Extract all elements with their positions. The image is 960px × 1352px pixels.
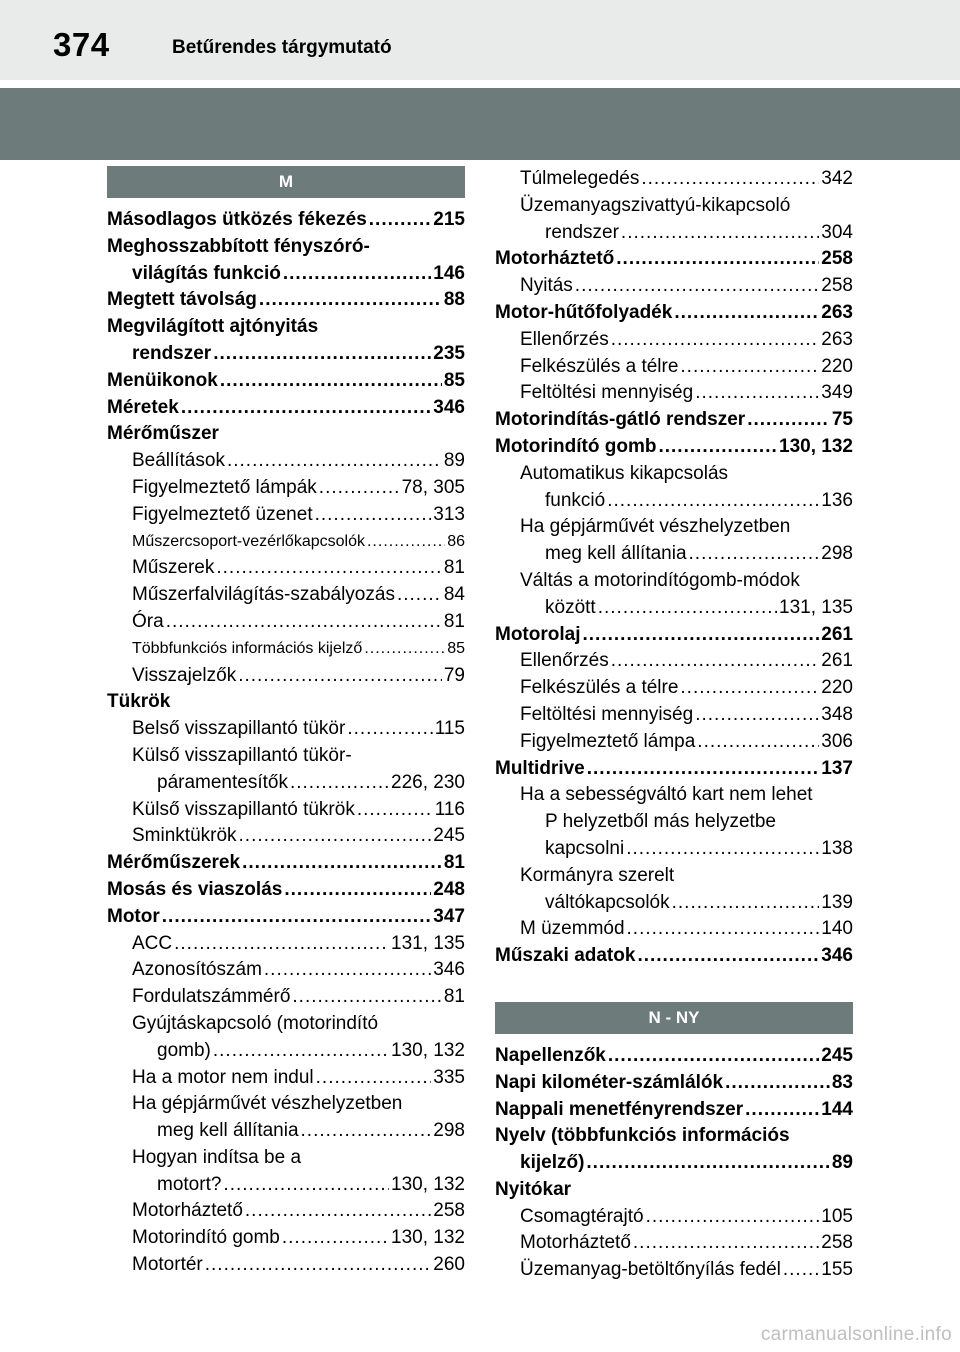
index-entry xyxy=(107,957,465,984)
entry-term: Motorháztető xyxy=(132,1200,243,1222)
index-entry xyxy=(495,273,853,300)
dot-leader xyxy=(238,663,442,690)
entry-page-ref: 347 xyxy=(433,905,465,927)
entry-page-ref: 342 xyxy=(821,168,853,189)
entry-page-ref: 261 xyxy=(821,623,853,645)
entry-term: Nyitókar xyxy=(495,1178,572,1200)
index-entry xyxy=(495,461,853,488)
index-entry xyxy=(495,595,853,622)
index-entry xyxy=(107,287,465,314)
dot-leader xyxy=(598,595,777,622)
index-entry xyxy=(495,220,853,247)
index-entry xyxy=(107,743,465,770)
index-entry xyxy=(107,1065,465,1092)
dot-leader xyxy=(216,555,442,582)
entry-page-ref: 263 xyxy=(821,328,853,350)
entry-term: Feltöltési mennyiség xyxy=(520,703,694,725)
entry-page-ref: 248 xyxy=(433,878,465,900)
entry-term: Ellenőrzés xyxy=(520,650,609,672)
entry-page-ref: 258 xyxy=(821,275,853,297)
entry-page-ref: 346 xyxy=(433,959,465,981)
index-entry xyxy=(495,514,853,541)
index-entry xyxy=(107,1198,465,1225)
dot-leader xyxy=(575,273,820,300)
entry-page-ref: 348 xyxy=(821,703,853,725)
entry-term: Mosás és viaszolás xyxy=(107,878,283,900)
dot-leader xyxy=(689,541,820,568)
index-entry xyxy=(107,341,465,368)
entry-page-ref: 298 xyxy=(433,1120,465,1142)
entry-term: Méretek xyxy=(107,396,179,418)
dot-leader xyxy=(725,1070,830,1097)
entry-page-ref: 131, 135 xyxy=(779,596,853,618)
index-entry xyxy=(495,166,853,193)
dot-leader xyxy=(697,729,819,756)
page-number: 374 xyxy=(53,26,110,63)
index-entry xyxy=(495,809,853,836)
entry-page-ref: 298 xyxy=(821,543,853,565)
entry-term: Másodlagos ütközés fékezés xyxy=(107,209,367,230)
entry-term: Belső visszapillantó tükör xyxy=(132,718,346,740)
entry-page-ref: 79 xyxy=(443,664,465,686)
entry-term: Motorindító gomb xyxy=(132,1227,280,1249)
watermark: carmanualsonline.info xyxy=(760,1324,952,1345)
index-column-right xyxy=(495,166,853,1284)
index-entry xyxy=(107,1252,465,1279)
entry-term: meg kell állítania xyxy=(157,1120,299,1142)
entry-term: Felkészülés a télre xyxy=(520,355,679,377)
entry-page-ref: 81 xyxy=(443,986,465,1008)
entry-term: funkció xyxy=(545,489,606,511)
index-entry xyxy=(107,448,465,475)
index-entry xyxy=(495,434,853,461)
entry-page-ref: 235 xyxy=(433,342,465,364)
entry-page-ref: 215 xyxy=(433,209,465,230)
entry-term: Külső visszapillantó tükrök xyxy=(132,798,355,820)
index-entry xyxy=(495,943,853,970)
dot-leader xyxy=(174,931,389,958)
dot-leader xyxy=(264,957,431,984)
page-header xyxy=(0,0,960,80)
entry-term: páramentesítők xyxy=(157,771,288,793)
index-entry xyxy=(495,193,853,220)
entry-term: Üzemanyagszivattyú-kikapcsoló xyxy=(520,194,791,216)
index-entry xyxy=(495,1257,853,1284)
entry-page-ref: 144 xyxy=(821,1098,853,1120)
dot-leader xyxy=(616,246,819,273)
entry-page-ref: 130, 132 xyxy=(391,1227,465,1249)
dot-leader xyxy=(680,675,819,702)
index-entry xyxy=(495,568,853,595)
index-entry xyxy=(495,1230,853,1257)
dot-leader xyxy=(587,756,820,783)
entry-term: Napi kilométer-számlálók xyxy=(495,1071,724,1093)
entry-term: Visszajelzők xyxy=(132,664,237,686)
dot-leader xyxy=(181,395,431,422)
page-title: Betűrendes tárgymutató xyxy=(172,37,392,58)
index-entry xyxy=(495,1070,853,1097)
entry-term: Csomagtérajtó xyxy=(520,1205,644,1227)
index-entry xyxy=(107,689,465,716)
entry-page-ref: 313 xyxy=(433,503,465,525)
dot-leader xyxy=(747,407,830,434)
entry-term: Ha a motor nem indul xyxy=(132,1066,314,1088)
entry-page-ref: 335 xyxy=(433,1066,465,1088)
dot-leader xyxy=(583,622,820,649)
index-entry xyxy=(495,675,853,702)
entry-page-ref: 86 xyxy=(447,532,465,550)
entry-term: rendszer xyxy=(545,221,619,243)
dot-leader xyxy=(364,636,445,663)
index-entry xyxy=(495,756,853,783)
entry-term: Üzemanyag-betöltőnyílás fedél xyxy=(520,1259,781,1281)
entry-page-ref: 245 xyxy=(821,1044,853,1066)
dot-leader xyxy=(162,904,432,931)
dot-leader xyxy=(745,1097,819,1124)
entry-term: Menüikonok xyxy=(107,369,218,391)
entry-term: Műszaki adatok xyxy=(495,945,636,967)
index-entry xyxy=(107,555,465,582)
dot-leader xyxy=(626,836,819,863)
dot-leader xyxy=(227,448,442,475)
entry-page-ref: 89 xyxy=(443,450,465,472)
entry-page-ref: 226, 230 xyxy=(391,771,465,793)
index-entry xyxy=(107,1011,465,1038)
dot-leader xyxy=(223,1172,389,1199)
dot-leader xyxy=(282,1225,389,1252)
index-entry xyxy=(495,916,853,943)
index-entry xyxy=(495,622,853,649)
dot-leader xyxy=(315,502,432,529)
entry-page-ref: 346 xyxy=(433,396,465,418)
index-entry xyxy=(495,541,853,568)
entry-page-ref: 130, 132 xyxy=(391,1039,465,1061)
entry-term: Ha gépjárművét vészhelyzetben xyxy=(132,1093,403,1115)
entry-page-ref: 89 xyxy=(831,1152,853,1174)
index-entry xyxy=(495,863,853,890)
section-header-m: M xyxy=(107,166,465,198)
section-header-n-ny: N - NY xyxy=(495,1002,853,1034)
dot-leader xyxy=(658,434,777,461)
index-entry xyxy=(107,797,465,824)
dot-leader xyxy=(290,770,389,797)
index-entry xyxy=(107,207,465,234)
entry-term: Túlmelegedés xyxy=(520,168,640,189)
entry-page-ref: 136 xyxy=(821,489,853,511)
index-entry xyxy=(107,421,465,448)
entry-term: Meghosszabbított fényszóró- xyxy=(107,235,370,257)
entry-page-ref: 258 xyxy=(821,1232,853,1254)
index-entry xyxy=(107,663,465,690)
entry-page-ref: 105 xyxy=(821,1205,853,1227)
index-entry xyxy=(107,850,465,877)
entry-page-ref: 304 xyxy=(821,221,853,243)
entry-term: Beállítások xyxy=(132,450,225,472)
dot-leader xyxy=(680,354,819,381)
entry-page-ref: 84 xyxy=(443,584,465,606)
entry-term: Nyitás xyxy=(520,275,573,297)
entry-term: Motorindítás-gátló rendszer xyxy=(495,409,746,431)
entry-term: Műszerek xyxy=(132,557,215,579)
index-entry xyxy=(107,395,465,422)
entry-term: Mérőműszerek xyxy=(107,852,241,874)
entry-page-ref: 81 xyxy=(443,610,465,632)
index-entry xyxy=(107,931,465,958)
entry-page-ref: 139 xyxy=(821,891,853,913)
index-entry xyxy=(107,1172,465,1199)
entry-term: Figyelmeztető üzenet xyxy=(132,503,313,525)
entry-page-ref: 116 xyxy=(434,798,465,820)
index-entry xyxy=(495,782,853,809)
index-entry xyxy=(107,770,465,797)
index-entry xyxy=(107,1038,465,1065)
entry-term: rendszer xyxy=(132,342,212,364)
entry-term: Ha a sebességváltó kart nem lehet xyxy=(520,784,813,806)
dot-leader xyxy=(205,1252,432,1279)
dot-leader xyxy=(213,1038,389,1065)
dot-leader xyxy=(284,877,431,904)
entry-term: Motor xyxy=(107,905,160,927)
entry-page-ref: 75 xyxy=(831,409,853,431)
entry-term: Ha gépjárművét vészhelyzetben xyxy=(520,516,791,538)
entry-term: Motorindító gomb xyxy=(495,435,657,457)
entry-term: Műszerfalvilágítás-szabályozás xyxy=(132,584,395,606)
dot-leader xyxy=(586,1150,829,1177)
dot-leader xyxy=(674,300,819,327)
entry-term: kijelző) xyxy=(520,1152,585,1174)
index-entry xyxy=(107,636,465,663)
dot-leader xyxy=(637,943,819,970)
index-entry xyxy=(107,234,465,261)
entry-term: Műszercsoport-vezérlőkapcsolók xyxy=(132,532,365,550)
index-entry xyxy=(107,368,465,395)
entry-term: Azonosítószám xyxy=(132,959,262,981)
dot-leader xyxy=(347,716,432,743)
dot-leader xyxy=(301,1118,432,1145)
entry-term: Váltás a motorindítógomb-módok xyxy=(520,569,800,591)
entry-term: M üzemmód xyxy=(520,918,625,940)
index-entry xyxy=(495,327,853,354)
index-entry xyxy=(107,609,465,636)
index-entry xyxy=(107,716,465,743)
dot-leader xyxy=(259,287,442,314)
entry-term: Ellenőrzés xyxy=(520,328,609,350)
entry-term: Motorolaj xyxy=(495,623,581,645)
entry-page-ref: 349 xyxy=(821,382,853,404)
index-entry xyxy=(107,1145,465,1172)
index-entry xyxy=(107,904,465,931)
dot-leader xyxy=(242,850,442,877)
entry-page-ref: 346 xyxy=(821,945,853,967)
index-entry xyxy=(107,529,465,556)
dot-leader xyxy=(672,890,820,917)
dot-leader xyxy=(783,1257,819,1284)
entry-term: kapcsolni xyxy=(545,837,625,859)
index-entry xyxy=(495,702,853,729)
entry-term: Mérőműszer xyxy=(107,423,219,445)
entry-page-ref: 258 xyxy=(433,1200,465,1222)
index-entry xyxy=(495,890,853,917)
index-entry xyxy=(495,246,853,273)
entry-term: Többfunkciós információs kijelző xyxy=(132,639,363,657)
entry-page-ref: 260 xyxy=(433,1254,465,1276)
index-entry xyxy=(107,984,465,1011)
entry-page-ref: 220 xyxy=(821,677,853,699)
entry-term: Külső visszapillantó tükör- xyxy=(132,744,352,766)
entry-page-ref: 81 xyxy=(443,852,465,874)
index-entry xyxy=(107,877,465,904)
index-entry xyxy=(495,380,853,407)
entry-page-ref: 138 xyxy=(821,837,853,859)
entry-page-ref: 115 xyxy=(434,718,465,740)
entry-page-ref: 78, 305 xyxy=(401,476,465,498)
index-list-left xyxy=(107,207,465,1279)
index-entry xyxy=(107,261,465,288)
entry-term: Tükrök xyxy=(107,691,171,713)
dot-leader xyxy=(646,1204,820,1231)
index-entry xyxy=(495,729,853,756)
dot-leader xyxy=(695,702,819,729)
entry-term: között xyxy=(545,596,596,618)
entry-page-ref: 85 xyxy=(443,369,465,391)
dot-leader xyxy=(369,207,432,234)
dot-leader xyxy=(245,1198,431,1225)
entry-page-ref: 81 xyxy=(443,557,465,579)
index-list-right-m xyxy=(495,166,853,970)
entry-page-ref: 140 xyxy=(821,918,853,940)
entry-page-ref: 130, 132 xyxy=(779,435,853,457)
index-column-left xyxy=(107,166,465,1279)
entry-page-ref: 88 xyxy=(443,289,465,311)
index-entry xyxy=(495,1123,853,1150)
entry-term: Megtett távolság xyxy=(107,289,257,311)
entry-term: Multidrive xyxy=(495,757,585,779)
index-list-right-n xyxy=(495,1043,853,1284)
entry-page-ref: 137 xyxy=(821,757,853,779)
dot-leader xyxy=(239,823,432,850)
entry-page-ref: 83 xyxy=(831,1071,853,1093)
dot-leader xyxy=(367,529,445,556)
index-entry xyxy=(107,475,465,502)
dot-leader xyxy=(611,648,820,675)
entry-term: Motorháztető xyxy=(495,248,615,270)
entry-page-ref: 130, 132 xyxy=(391,1173,465,1195)
index-entry xyxy=(107,1091,465,1118)
entry-term: Automatikus kikapcsolás xyxy=(520,462,729,484)
index-entry xyxy=(495,648,853,675)
entry-term: Figyelmeztető lámpák xyxy=(132,476,317,498)
entry-term: Napellenzők xyxy=(495,1044,606,1066)
dot-leader xyxy=(607,488,819,515)
index-entry xyxy=(495,836,853,863)
index-entry xyxy=(107,1225,465,1252)
dot-leader xyxy=(641,166,819,193)
dot-leader xyxy=(611,327,820,354)
entry-term: Motorháztető xyxy=(520,1232,631,1254)
entry-term: Fordulatszámmérő xyxy=(132,986,291,1008)
index-entry xyxy=(495,300,853,327)
entry-page-ref: 155 xyxy=(821,1259,853,1281)
entry-page-ref: 263 xyxy=(821,301,853,323)
entry-term: világítás funkció xyxy=(132,262,281,284)
entry-term: Nyelv (többfunkciós információs xyxy=(495,1125,790,1147)
dot-leader xyxy=(633,1230,819,1257)
dot-leader xyxy=(283,261,431,288)
index-entry xyxy=(107,502,465,529)
index-entry xyxy=(495,1150,853,1177)
index-entry xyxy=(495,1097,853,1124)
dot-leader xyxy=(292,984,441,1011)
entry-term: gomb) xyxy=(157,1039,211,1061)
entry-term: Motor-hűtőfolyadék xyxy=(495,301,673,323)
dot-leader xyxy=(220,368,442,395)
index-entry xyxy=(495,1043,853,1070)
index-entry xyxy=(107,1118,465,1145)
entry-term: Feltöltési mennyiség xyxy=(520,382,694,404)
entry-term: Felkészülés a télre xyxy=(520,677,679,699)
entry-page-ref: 131, 135 xyxy=(391,932,465,954)
dot-leader xyxy=(695,380,819,407)
dot-leader xyxy=(621,220,819,247)
entry-page-ref: 261 xyxy=(821,650,853,672)
dot-leader xyxy=(319,475,400,502)
header-band xyxy=(0,88,960,160)
entry-page-ref: 306 xyxy=(821,730,853,752)
entry-page-ref: 85 xyxy=(447,639,465,657)
entry-term: motort? xyxy=(157,1173,222,1195)
entry-page-ref: 146 xyxy=(433,262,465,284)
entry-term: Motortér xyxy=(132,1254,203,1276)
entry-page-ref: 220 xyxy=(821,355,853,377)
index-entry xyxy=(495,488,853,515)
index-entry xyxy=(107,582,465,609)
dot-leader xyxy=(213,341,431,368)
entry-page-ref: 258 xyxy=(821,248,853,270)
entry-term: meg kell állítania xyxy=(545,543,687,565)
entry-term: Sminktükrök xyxy=(132,825,237,847)
dot-leader xyxy=(166,609,442,636)
dot-leader xyxy=(608,1043,819,1070)
entry-term: Kormányra szerelt xyxy=(520,864,675,886)
entry-term: P helyzetből más helyzetbe xyxy=(545,811,776,833)
index-entry xyxy=(495,354,853,381)
index-entry xyxy=(495,407,853,434)
entry-term: Gyújtáskapcsoló (motorindító xyxy=(132,1012,379,1034)
entry-term: Hogyan indítsa be a xyxy=(132,1146,302,1168)
index-entry xyxy=(495,1177,853,1204)
dot-leader xyxy=(627,916,820,943)
index-entry xyxy=(495,1204,853,1231)
index-entry xyxy=(107,314,465,341)
entry-term: ACC xyxy=(132,932,173,954)
dot-leader xyxy=(316,1065,432,1092)
dot-leader xyxy=(397,582,442,609)
entry-term: váltókapcsolók xyxy=(545,891,670,913)
entry-term: Nappali menetfényrendszer xyxy=(495,1098,744,1120)
entry-term: Megvilágított ajtónyitás xyxy=(107,316,319,338)
index-entry xyxy=(107,823,465,850)
entry-term: Figyelmeztető lámpa xyxy=(520,730,696,752)
dot-leader xyxy=(357,797,433,824)
entry-term: Óra xyxy=(132,610,164,632)
entry-page-ref: 245 xyxy=(433,825,465,847)
